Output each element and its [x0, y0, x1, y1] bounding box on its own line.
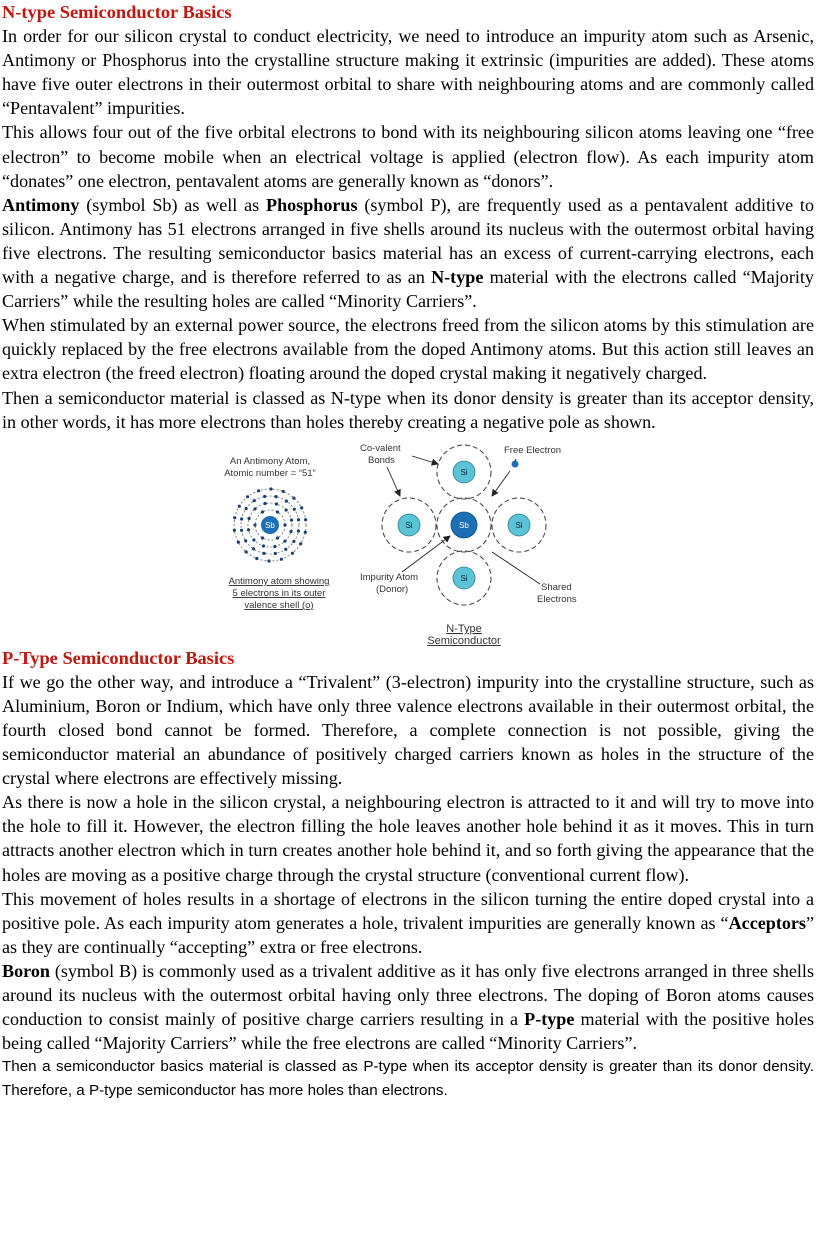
p-type-paragraph-3: This movement of holes results in a shortage of electrons in the silicon turning the entire doped crystal into a positive pole. As each impurity atom generates a hole, trivalent impurities are generally known as “Acceptors” as they are continually “accepting” extra or free electrons.	[2, 888, 814, 957]
atom-label-3: valence shell (o)	[244, 599, 314, 611]
free-electron-dot	[512, 460, 519, 467]
antimony-term: Antimony	[2, 194, 80, 215]
n-type-diagram	[2, 434, 814, 646]
impurity-label-1: Impurity Atom	[360, 571, 419, 583]
electron-dot	[292, 539, 295, 542]
electron-dot	[275, 502, 278, 505]
atom-caption-1: An Antimony Atom,	[229, 455, 311, 467]
electron-dot	[252, 547, 255, 550]
boron-term: Boron	[2, 960, 50, 981]
covalent-label-2: Bonds	[368, 454, 395, 466]
covalent-label-1: Co-valent	[360, 442, 401, 454]
electron-dot	[290, 518, 293, 521]
acceptors-term: Acceptors	[728, 912, 806, 933]
electron-dot	[291, 551, 294, 554]
document-page	[2, 0, 814, 1103]
electron-dot	[293, 507, 296, 510]
p-type-term: P-type	[524, 1009, 575, 1030]
electron-dot	[297, 518, 300, 521]
electron-dot	[280, 557, 283, 560]
electron-dot	[261, 510, 264, 513]
electron-dot	[289, 530, 292, 533]
svg-text:Si: Si	[460, 573, 468, 583]
antimony-atom	[233, 487, 307, 562]
electron-dot	[261, 536, 264, 539]
svg-text:Si: Si	[460, 467, 468, 477]
electron-dot	[276, 536, 279, 539]
electron-dot	[283, 523, 286, 526]
electron-dot	[233, 528, 236, 531]
svg-text:Si: Si	[405, 520, 413, 530]
phosphorus-term: Phosphorus	[266, 194, 358, 215]
p-type-paragraph-4: Boron (symbol B) is commonly used as a trivalent additive as it has only five electrons arranged in three shells around its nucleus with the outermost orbital having only three electrons. The doping of Boron atoms causes conduction to consist mainly of positive charge carriers resulting in a P-type material with the positive holes being called “Majority Carriers” while the free electrons are called “Minority Carriers”.	[2, 960, 815, 1054]
n-type-paragraph-5: Then a semiconductor material is classed as N-type when its donor density is greater than its acceptor density, in other words, it has more electrons than holes thereby creating a negative pole as shown.	[2, 387, 814, 432]
shared-label-2: Electrons	[537, 593, 577, 605]
atom-label-2: 5 electrons in its outer	[232, 587, 326, 599]
electron-dot	[237, 540, 240, 543]
electron-dot	[240, 528, 243, 531]
electron-dot	[284, 547, 287, 550]
electron-dot	[264, 502, 267, 505]
n-type-paragraph-2: This allows four out of the five orbital electrons to bond with its neighbouring silicon atoms leaving one “free electron” to become mobile when an electrical voltage is applied (electron flow). As each impurity atom “donates” one electron, pentavalent atoms are generally known as “donors”.	[2, 122, 814, 191]
p-type-paragraph-5: Then a semiconductor basics material is classed as P-type when its acceptor density is greater than its donor density. Therefore, a P-type semiconductor has more holes than electrons.	[2, 1058, 814, 1100]
n-type-paragraph-4: When stimulated by an external power source, the electrons freed from the silicon atoms by this stimulation are quickly replaced by the free electrons available from the doped Antimony atoms. But this action still leaves an extra electron (the freed electron) floating around the doped crystal making it negatively charged.	[2, 315, 814, 384]
electron-dot	[300, 506, 303, 509]
electron-dot	[304, 530, 307, 533]
electron-dot	[299, 542, 302, 545]
electron-dot	[262, 551, 265, 554]
p-type-paragraph-2: As there is now a hole in the silicon crystal, a neighbouring electron is attracted to it and will try to move into the hole to fill it. However, the electron filling the hole leaves another hole behind it as it moves. This in turn attracts another electron which in turn creates another hole behind it, and so forth giving the appearance that the holes are moving as a positive charge through the crystal structure (conventional current flow).	[2, 792, 814, 885]
electron-dot	[269, 487, 272, 490]
electron-dot	[263, 495, 266, 498]
electron-dot	[274, 552, 277, 555]
ntype-caption-1: N-Type	[446, 622, 482, 635]
electron-dot	[285, 508, 288, 511]
shared-label-1: Shared	[541, 581, 572, 593]
electron-dot	[253, 499, 256, 502]
electron-dot	[245, 507, 248, 510]
free-electron-label: Free Electron	[504, 444, 562, 456]
electron-dot	[252, 538, 255, 541]
electron-dot	[253, 507, 256, 510]
atom-caption-2: Atomic number = “51”	[224, 467, 316, 479]
electron-dot	[304, 518, 307, 521]
electron-dot	[282, 490, 285, 493]
svg-text:Si: Si	[515, 520, 523, 530]
electron-dot	[273, 545, 276, 548]
electron-dot	[297, 529, 300, 532]
electron-dot	[247, 517, 250, 520]
electron-dot	[285, 499, 288, 502]
electron-dot	[253, 523, 256, 526]
svg-text:Sb: Sb	[459, 520, 469, 530]
electron-dot	[257, 489, 260, 492]
p-type-paragraph-1: If we go the other way, and introduce a “Trivalent” (3-electron) impurity into the crystalline structure, such as Aluminium, Boron or Indium, which have only three valence electrons available in their outermost orbital, the fourth closed bond cannot be formed. Therefore, a complete connection is not possible, giving the semiconductor material an abundance of positively charged carriers known as holes in the structure of the crystal where electrons are effectively missing.	[2, 671, 814, 789]
electron-dot	[276, 510, 279, 513]
electron-dot	[267, 559, 270, 562]
atom-label-1: Antimony atom showing	[228, 575, 330, 587]
n-type-paragraph-3: Antimony (symbol Sb) as well as Phosphorus (symbol P), are frequently used as a pentavalent additive to silicon. Antimony has 51 electrons arranged in five shells around its nucleus with the outermost orbital having five electrons. The resulting semiconductor basics material has an excess of current-carrying electrons, each with a negative charge, and is therefore referred to as an N-type material with the electrons called “Majority Carriers” while the resulting holes are called “Minority Carriers”.	[2, 194, 814, 312]
n-type-term: N-type	[431, 267, 484, 288]
electron-dot	[274, 495, 277, 498]
p-type-heading: P-Type Semiconductor Basics	[2, 647, 235, 668]
electron-dot	[255, 557, 258, 560]
electron-dot	[283, 539, 286, 542]
electron-dot	[247, 528, 250, 531]
electron-dot	[245, 550, 248, 553]
electron-dot	[238, 504, 241, 507]
antimony-symbol: Sb	[265, 520, 275, 530]
n-type-paragraph-1: In order for our silicon crystal to conduct electricity, we need to introduce an impurity atom such as Arsenic, Antimony or Phosphorus into the crystalline structure making it extrinsic (impurities are added). These atoms have five outer electrons in their outermost orbital to share with neighbouring atoms and are commonly called “Pentavalent” impurities.	[2, 26, 814, 119]
electron-dot	[233, 516, 236, 519]
electron-dot	[262, 544, 265, 547]
electron-dot	[240, 517, 243, 520]
ntype-caption-2: Semiconductor	[427, 634, 501, 646]
n-type-figure	[2, 434, 814, 646]
n-type-heading: N-type Semiconductor Basics	[2, 2, 232, 22]
electron-dot	[292, 496, 295, 499]
electron-dot	[244, 539, 247, 542]
impurity-label-2: (Donor)	[376, 583, 409, 595]
electron-dot	[246, 495, 249, 498]
